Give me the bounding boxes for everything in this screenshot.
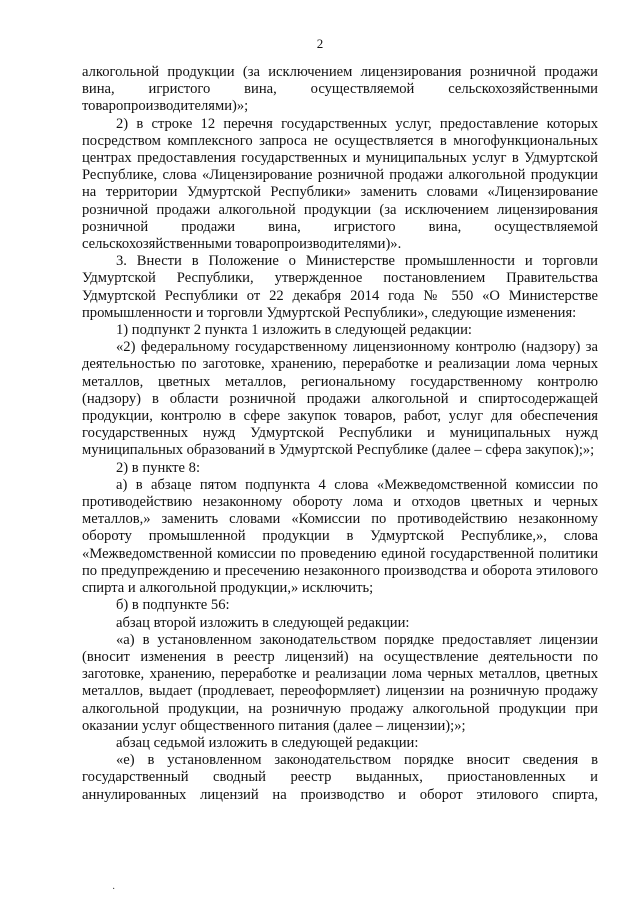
paragraph-abzac-7: абзац седьмой изложить в следующей редакции:: [116, 734, 419, 751]
paragraph-quote-e: «е) в установленном законодательством порядке вносит сведения в государственный сводный реестр выданных, приостановленных и аннулированных лицензий на производство и оборот этилового спирта,: [82, 752, 598, 803]
document-body: [82, 64, 598, 804]
paragraph-subitem-a: а) в абзаце пятом подпункта 4 слова «Межведомственной комиссии по противодействию незаконному обороту лома и отходов цветных и черных металлов,» заменить словами «Комиссии по противодействию незаконному обороту промышленной продукции в Удмуртской Республике,», слова «Межведомственной комиссии по проведению единой государственной политики по предупреждению и пресечению незаконного производства и оборота этилового спирта и алкогольной продукции,» исключить;: [82, 476, 598, 597]
footer-mark: ·: [112, 884, 116, 895]
page-number: 2: [316, 36, 324, 51]
paragraph-quote-2: «2) федеральному государственному лицензионному контролю (надзору) за деятельностью по заготовке, хранению, переработке и реализации лома черных металлов, цветных металлов, региональному государственному контролю (надзору) в области розничной продажи алкогольной и спиртосодержащей продукции, контролю в сфере закупок товаров, работ, услуг для обеспечения государственных нужд Удмуртской Республики и муниципальных нужд муниципальных образований в Удмуртской Республике (далее – сфера закупок);»;: [82, 339, 598, 459]
paragraph-subitem-1: 1) подпункт 2 пункта 1 изложить в следующей редакции:: [116, 322, 472, 339]
paragraph-continuation: алкогольной продукции (за исключением лицензирования розничной продажи вина, игристого вина, осуществляемой сельскохозяйственными товаропроизводителями)»;: [82, 64, 598, 115]
paragraph-subitem-2: 2) в пункте 8:: [116, 459, 201, 476]
paragraph-subitem-b: б) в подпункте 56:: [116, 597, 230, 614]
paragraph-item-2: 2) в строке 12 перечня государственных услуг, предоставление которых посредством комплексного запроса не осуществляется в многофункциональных центрах предоставления государственных и муниципальных услуг в Удмуртской Республике, слова «Лицензирование розничной продажи алкогольной продукции на территории Удмуртской Республики» заменить словами «Лицензирование розничной продажи алкогольной продукции (за исключением лицензирования розничной продажи вина, игристого вина, осуществляемой сельскохозяйственными товаропроизводителями)».: [82, 115, 598, 253]
paragraph-item-3: 3. Внести в Положение о Министерстве промышленности и торговли Удмуртской Республики, утвержденное постановлением Правительства Удмуртской Республики от 22 декабря 2014 года № 550 «О Министерстве промышленности и торговли Удмуртской Республики», следующие изменения:: [82, 253, 598, 321]
paragraph-abzac-2: абзац второй изложить в следующей редакции:: [116, 614, 410, 631]
paragraph-quote-a: «а) в установленном законодательством порядке предоставляет лицензии (вносит изменения в реестр лицензий) на осуществление деятельности по заготовке, хранению, переработке и реализации лома черных металлов, цветных металлов, выдает (продлевает, переоформляет) лицензии на розничную продажу алкогольной продукции, на розничную продажу алкогольной продукции при оказании услуг общественного питания (далее – лицензии);»;: [82, 631, 598, 734]
